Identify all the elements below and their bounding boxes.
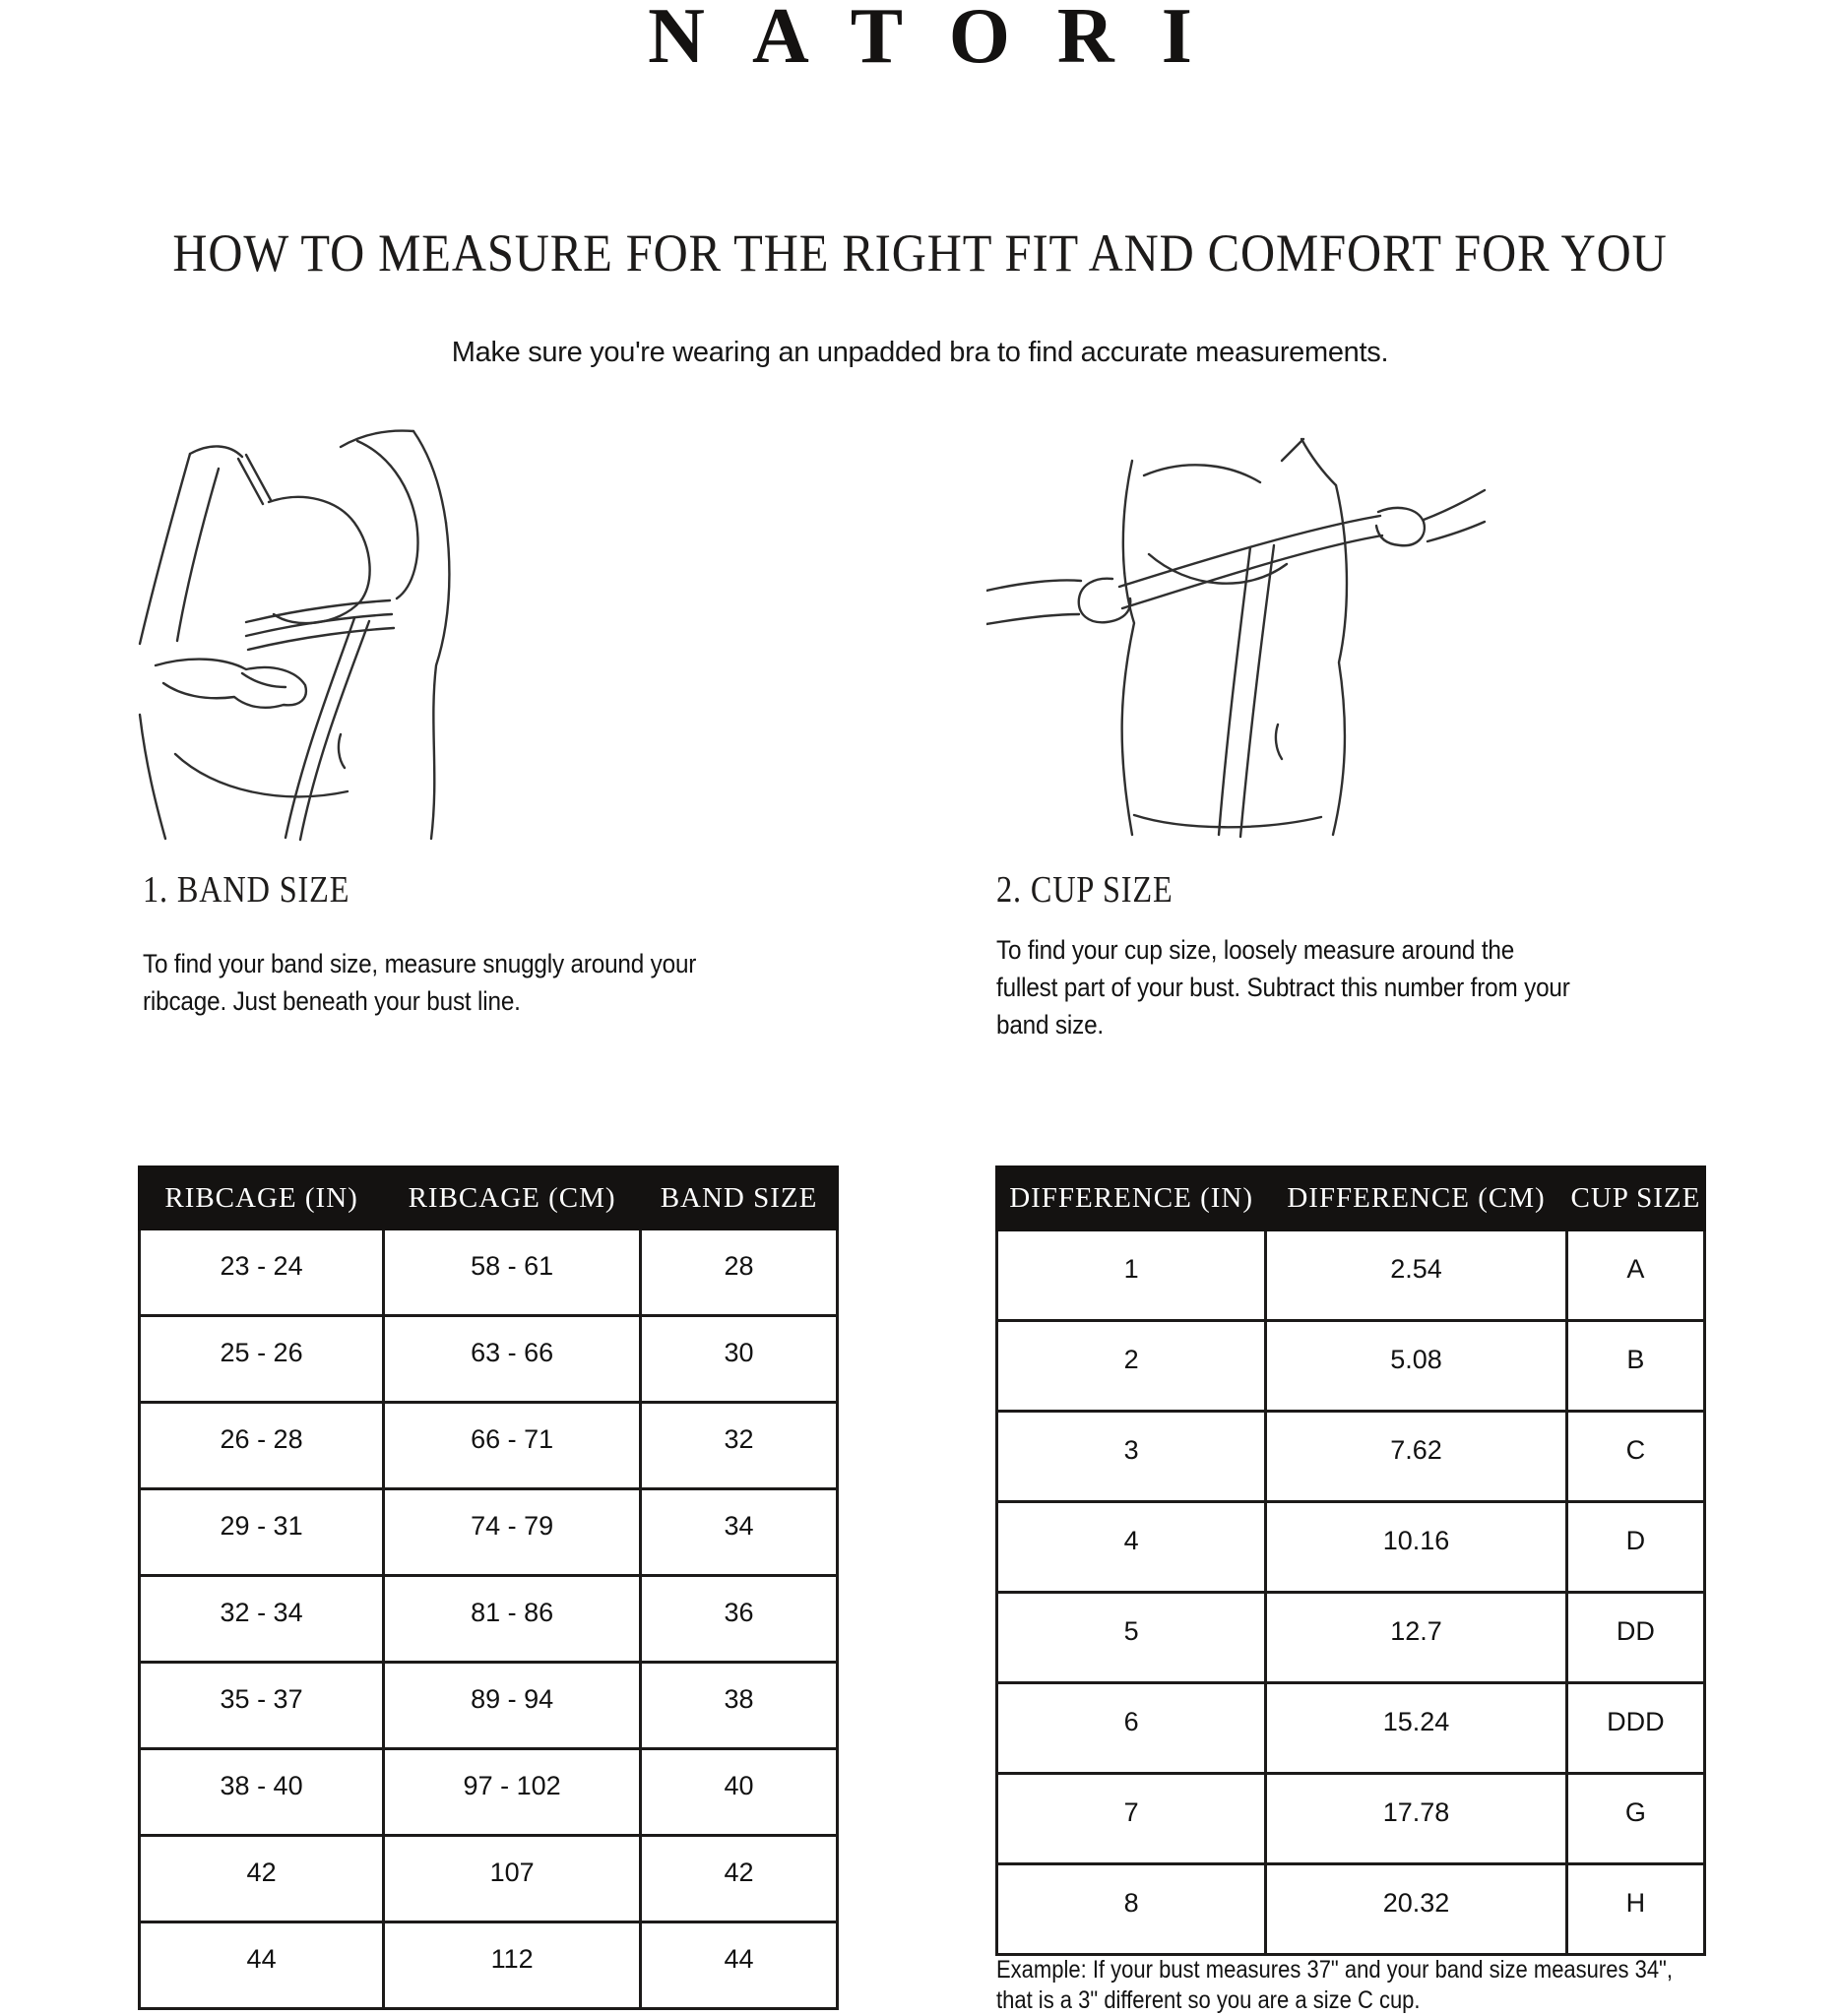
- table-cell: 7.62: [1266, 1412, 1567, 1502]
- table-row: [997, 1774, 1705, 1864]
- table-cell: 38: [641, 1663, 838, 1749]
- example-note-line: Example: If your bust measures 37" and your band size measures 34",: [996, 1956, 1673, 1984]
- table-cell: DD: [1566, 1593, 1704, 1683]
- table-cell: B: [1566, 1321, 1704, 1412]
- band-measure-line-art-svg: [136, 429, 463, 843]
- column-header: DIFFERENCE (CM): [1266, 1167, 1567, 1230]
- band-measure-illustration: [136, 429, 463, 843]
- table-cell: 36: [641, 1576, 838, 1663]
- band-description-line: ribcage. Just beneath your bust line.: [143, 986, 521, 1016]
- table-cell: 97 - 102: [384, 1749, 641, 1836]
- table-row: [140, 1749, 838, 1836]
- table-row: [140, 1922, 838, 2009]
- table-row: [997, 1412, 1705, 1502]
- table-cell: 20.32: [1266, 1864, 1567, 1955]
- table-cell: 8: [997, 1864, 1266, 1955]
- cup-size-heading: 2. CUP SIZE: [996, 869, 1174, 911]
- cup-description-line: To find your cup size, loosely measure around the: [996, 935, 1515, 965]
- page-title: HOW TO MEASURE FOR THE RIGHT FIT AND COMFORT FOR YOU: [172, 223, 1668, 283]
- band-size-heading: 1. BAND SIZE: [143, 869, 350, 911]
- size-table: [138, 1166, 839, 2010]
- table-row: [997, 1502, 1705, 1593]
- table-cell: 40: [641, 1749, 838, 1836]
- table-cell: 29 - 31: [140, 1489, 384, 1576]
- page-subtitle: Make sure you're wearing an unpadded bra to find accurate measurements.: [451, 337, 1389, 368]
- column-header: RIBCAGE (CM): [384, 1167, 641, 1229]
- cup-description-line: fullest part of your bust. Subtract this number from your: [996, 973, 1570, 1002]
- column-header: DIFFERENCE (IN): [997, 1167, 1266, 1230]
- table-header-row: [140, 1167, 838, 1229]
- table-cell: 35 - 37: [140, 1663, 384, 1749]
- band-size-table: [138, 1166, 839, 2010]
- table-cell: 42: [140, 1836, 384, 1922]
- table-row: [140, 1836, 838, 1922]
- table-row: [997, 1683, 1705, 1774]
- table-cell: 74 - 79: [384, 1489, 641, 1576]
- table-cell: 63 - 66: [384, 1316, 641, 1403]
- table-cell: 112: [384, 1922, 641, 2009]
- natori-logo: NATORI: [648, 0, 1239, 80]
- table-header-row: [997, 1167, 1705, 1230]
- table-cell: 3: [997, 1412, 1266, 1502]
- table-cell: 1: [997, 1230, 1266, 1321]
- column-header: CUP SIZE: [1566, 1167, 1704, 1230]
- table-cell: 26 - 28: [140, 1403, 384, 1489]
- table-cell: 38 - 40: [140, 1749, 384, 1836]
- column-header: BAND SIZE: [641, 1167, 838, 1229]
- table-row: [997, 1864, 1705, 1955]
- table-cell: 89 - 94: [384, 1663, 641, 1749]
- table-row: [140, 1663, 838, 1749]
- table-row: [997, 1593, 1705, 1683]
- cup-measure-line-art-svg: [986, 421, 1487, 839]
- table-cell: 23 - 24: [140, 1229, 384, 1316]
- cup-size-table: [995, 1166, 1706, 1956]
- table-cell: 17.78: [1266, 1774, 1567, 1864]
- table-cell: G: [1566, 1774, 1704, 1864]
- table-cell: 44: [140, 1922, 384, 2009]
- table-cell: 34: [641, 1489, 838, 1576]
- table-row: [140, 1403, 838, 1489]
- table-row: [140, 1229, 838, 1316]
- cup-description-line: band size.: [996, 1010, 1104, 1040]
- table-cell: DDD: [1566, 1683, 1704, 1774]
- table-cell: 81 - 86: [384, 1576, 641, 1663]
- table-cell: 107: [384, 1836, 641, 1922]
- size-table: [995, 1166, 1706, 1956]
- band-size-description: [143, 945, 696, 1020]
- table-cell: 5: [997, 1593, 1266, 1683]
- table-row: [140, 1489, 838, 1576]
- example-note-line: that is a 3" different so you are a size C cup.: [996, 1986, 1421, 2014]
- table-cell: 30: [641, 1316, 838, 1403]
- band-description-line: To find your band size, measure snuggly around your: [143, 949, 697, 978]
- table-row: [140, 1316, 838, 1403]
- table-cell: 2.54: [1266, 1230, 1567, 1321]
- table-cell: C: [1566, 1412, 1704, 1502]
- table-cell: 7: [997, 1774, 1266, 1864]
- table-cell: 28: [641, 1229, 838, 1316]
- table-cell: 58 - 61: [384, 1229, 641, 1316]
- table-row: [997, 1321, 1705, 1412]
- cup-size-example-note: [996, 1955, 1673, 2016]
- table-cell: 10.16: [1266, 1502, 1567, 1593]
- table-cell: 15.24: [1266, 1683, 1567, 1774]
- table-cell: 5.08: [1266, 1321, 1567, 1412]
- table-cell: 44: [641, 1922, 838, 2009]
- table-cell: D: [1566, 1502, 1704, 1593]
- brand-header: [0, 0, 1840, 82]
- table-cell: 4: [997, 1502, 1266, 1593]
- table-cell: 66 - 71: [384, 1403, 641, 1489]
- table-cell: 6: [997, 1683, 1266, 1774]
- table-cell: 32 - 34: [140, 1576, 384, 1663]
- table-cell: H: [1566, 1864, 1704, 1955]
- table-cell: 2: [997, 1321, 1266, 1412]
- table-row: [997, 1230, 1705, 1321]
- table-cell: A: [1566, 1230, 1704, 1321]
- table-cell: 25 - 26: [140, 1316, 384, 1403]
- table-cell: 32: [641, 1403, 838, 1489]
- table-cell: 42: [641, 1836, 838, 1922]
- cup-size-description: [996, 931, 1570, 1043]
- cup-measure-illustration: [986, 421, 1487, 839]
- column-header: RIBCAGE (IN): [140, 1167, 384, 1229]
- table-row: [140, 1576, 838, 1663]
- table-cell: 12.7: [1266, 1593, 1567, 1683]
